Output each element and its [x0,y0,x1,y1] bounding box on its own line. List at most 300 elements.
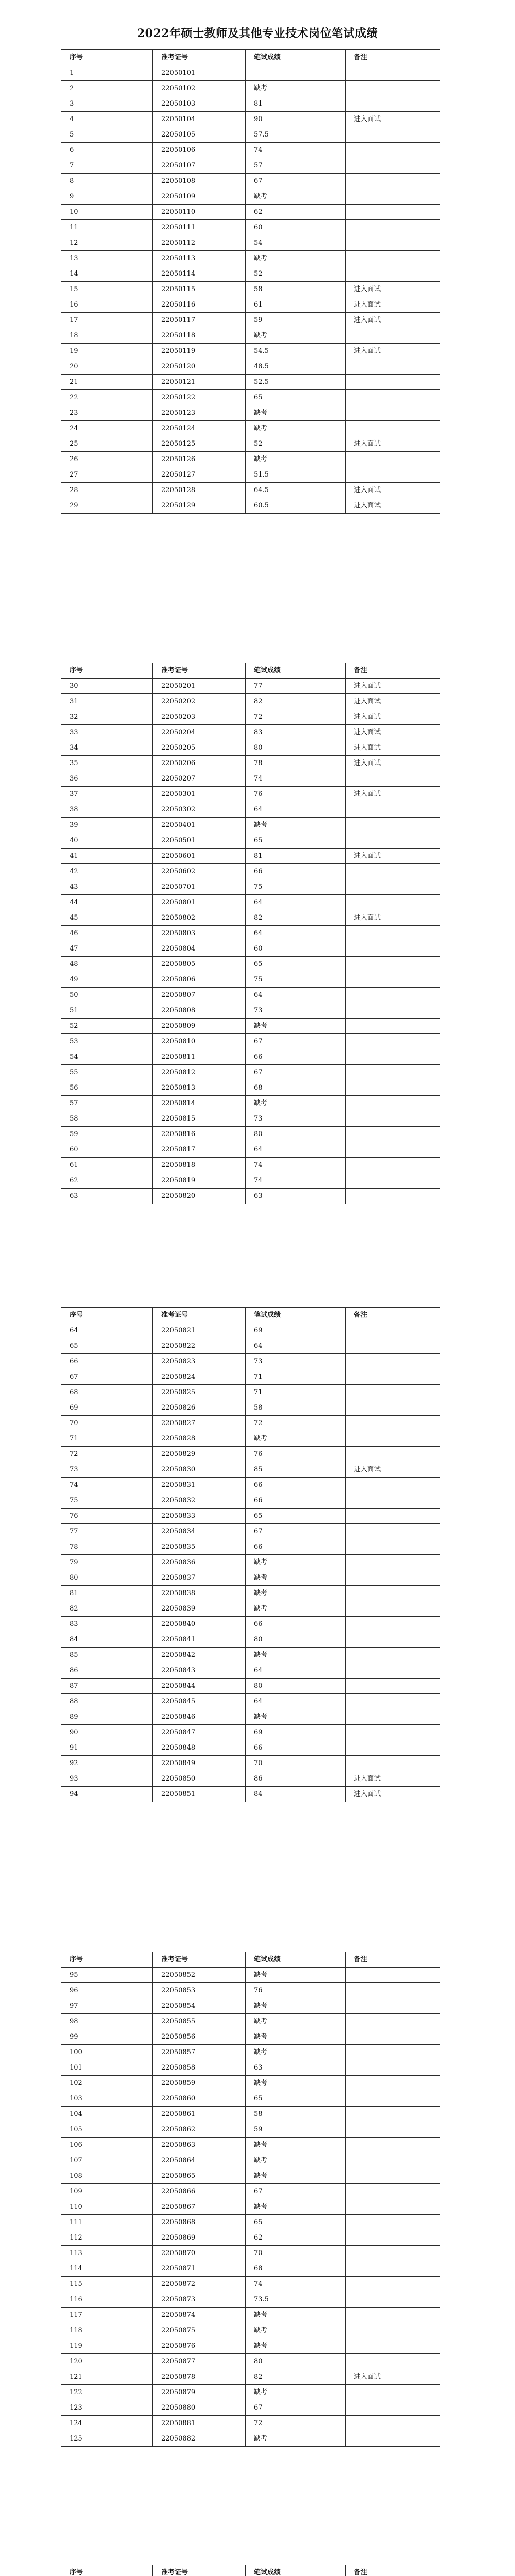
remark-cell [346,235,440,251]
table-row [61,2230,440,2246]
ticket-cell: 22050850 [153,1771,246,1787]
table-row [61,787,440,802]
score-cell: 60 [246,220,346,235]
ticket-cell: 22050128 [153,483,246,498]
table-row [61,1601,440,1617]
remark-cell [346,1555,440,1570]
ticket-cell: 22050114 [153,266,246,282]
table-row [61,1034,440,1049]
score-table [61,1307,440,1802]
ticket-cell: 22050840 [153,1617,246,1632]
seq-cell: 30 [61,679,153,694]
table-row [61,174,440,189]
table-row [61,802,440,818]
remark-cell [346,1586,440,1601]
remark-cell [346,421,440,436]
score-cell: 缺考 [246,1431,346,1447]
score-cell: 48.5 [246,359,346,375]
remark-cell [346,1998,440,2014]
score-cell: 缺考 [246,2076,346,2091]
remark-cell [346,1173,440,1189]
col-header-ticket: 准考证号 [153,1308,246,1323]
table-row [61,498,440,514]
remark-cell: 进入面试 [346,740,440,756]
ticket-cell: 22050116 [153,297,246,313]
seq-cell: 54 [61,1049,153,1065]
ticket-cell: 22050866 [153,2184,246,2199]
ticket-cell: 22050873 [153,2292,246,2308]
score-cell: 65 [246,390,346,405]
score-cell: 缺考 [246,421,346,436]
seq-cell: 110 [61,2199,153,2215]
seq-cell: 20 [61,359,153,375]
seq-cell: 42 [61,864,153,879]
table-row [61,2277,440,2292]
remark-cell [346,81,440,96]
ticket-cell: 22050823 [153,1354,246,1369]
score-cell: 80 [246,1679,346,1694]
table-row [61,2246,440,2261]
table-row [61,849,440,864]
seq-cell: 57 [61,1096,153,1111]
score-cell: 65 [246,2215,346,2230]
score-cell: 缺考 [246,2029,346,2045]
table-row [61,1416,440,1431]
remark-cell [346,467,440,483]
col-header-seq: 序号 [61,50,153,65]
remark-cell [346,802,440,818]
table-row [61,833,440,849]
col-header-score: 笔试成绩 [246,50,346,65]
remark-cell: 进入面试 [346,679,440,694]
seq-cell: 44 [61,895,153,910]
seq-cell: 55 [61,1065,153,1080]
table-page-1 [0,49,515,514]
table-row [61,1524,440,1539]
seq-cell: 68 [61,1385,153,1400]
ticket-cell: 22050107 [153,158,246,174]
table-row [61,1771,440,1787]
table-row [61,436,440,452]
remark-cell [346,1725,440,1740]
ticket-cell: 22050201 [153,679,246,694]
table-row [61,2369,440,2385]
ticket-cell: 22050839 [153,1601,246,1617]
header-row [61,663,440,679]
seq-cell: 123 [61,2400,153,2416]
seq-cell: 45 [61,910,153,926]
remark-cell: 进入面试 [346,849,440,864]
score-cell: 缺考 [246,2431,346,2447]
ticket-cell: 22050106 [153,143,246,158]
seq-cell: 78 [61,1539,153,1555]
ticket-cell: 22050842 [153,1648,246,1663]
remark-cell [346,1570,440,1586]
table-row [61,2354,440,2369]
ticket-cell: 22050701 [153,879,246,895]
ticket-cell: 22050845 [153,1694,246,1709]
ticket-cell: 22050826 [153,1400,246,1416]
seq-cell: 25 [61,436,153,452]
seq-cell: 10 [61,205,153,220]
remark-cell [346,405,440,421]
seq-cell: 73 [61,1462,153,1478]
ticket-cell: 22050879 [153,2385,246,2400]
ticket-cell: 22050864 [153,2153,246,2168]
remark-cell: 进入面试 [346,297,440,313]
remark-cell [346,941,440,957]
remark-cell [346,1478,440,1493]
ticket-cell: 22050856 [153,2029,246,2045]
remark-cell: 进入面试 [346,344,440,359]
score-table [61,2565,440,2576]
table-row [61,220,440,235]
remark-cell [346,2029,440,2045]
score-cell: 82 [246,694,346,709]
ticket-cell: 22050874 [153,2308,246,2323]
table-page-3 [0,1307,515,1802]
score-cell: 65 [246,833,346,849]
score-cell: 52.5 [246,375,346,390]
remark-cell [346,1983,440,1998]
score-cell: 缺考 [246,1998,346,2014]
score-cell: 62 [246,2230,346,2246]
seq-cell: 119 [61,2338,153,2354]
score-cell: 77 [246,679,346,694]
ticket-cell: 22050831 [153,1478,246,1493]
table-row [61,1431,440,1447]
remark-cell [346,957,440,972]
score-cell: 66 [246,1478,346,1493]
col-header-seq: 序号 [61,1308,153,1323]
remark-cell [346,1080,440,1096]
remark-cell [346,1539,440,1555]
remark-cell [346,1338,440,1354]
score-cell: 86 [246,1771,346,1787]
table-row [61,2416,440,2431]
col-header-ticket: 准考证号 [153,1952,246,1968]
table-row [61,2323,440,2338]
remark-cell [346,2230,440,2246]
table-row [61,1725,440,1740]
table-row [61,158,440,174]
table-row [61,1385,440,1400]
score-cell: 64 [246,895,346,910]
ticket-cell: 22050129 [153,498,246,514]
score-cell: 78 [246,756,346,771]
remark-cell [346,2014,440,2029]
seq-cell: 96 [61,1983,153,1998]
score-cell: 82 [246,910,346,926]
seq-cell: 34 [61,740,153,756]
remark-cell [346,2400,440,2416]
remark-cell [346,2199,440,2215]
remark-cell: 进入面试 [346,2369,440,2385]
seq-cell: 17 [61,313,153,328]
score-cell: 83 [246,725,346,740]
table-row [61,864,440,879]
score-cell: 80 [246,740,346,756]
remark-cell [346,1663,440,1679]
score-cell: 缺考 [246,189,346,205]
ticket-cell: 22050809 [153,1019,246,1034]
remark-cell: 进入面试 [346,313,440,328]
score-cell: 90 [246,112,346,127]
ticket-cell: 22050101 [153,65,246,81]
remark-cell [346,220,440,235]
seq-cell: 41 [61,849,153,864]
seq-cell: 14 [61,266,153,282]
seq-cell: 32 [61,709,153,725]
ticket-cell: 22050847 [153,1725,246,1740]
ticket-cell: 22050848 [153,1740,246,1756]
remark-cell [346,833,440,849]
seq-cell: 59 [61,1127,153,1142]
table-row [61,2122,440,2138]
seq-cell: 74 [61,1478,153,1493]
table-row [61,941,440,957]
ticket-cell: 22050843 [153,1663,246,1679]
seq-cell: 39 [61,818,153,833]
seq-cell: 38 [61,802,153,818]
remark-cell [346,1493,440,1509]
ticket-cell: 22050112 [153,235,246,251]
ticket-cell: 22050602 [153,864,246,879]
score-cell: 64 [246,802,346,818]
seq-cell: 83 [61,1617,153,1632]
table-row [61,282,440,297]
score-cell: 缺考 [246,1555,346,1570]
table-row [61,1740,440,1756]
score-cell: 84 [246,1787,346,1802]
table-row [61,421,440,436]
remark-cell [346,2060,440,2076]
col-header-seq: 序号 [61,2565,153,2576]
remark-cell [346,972,440,988]
remark-cell [346,1065,440,1080]
table-row [61,1663,440,1679]
seq-cell: 50 [61,988,153,1003]
ticket-cell: 22050401 [153,818,246,833]
remark-cell [346,1431,440,1447]
remark-cell [346,2153,440,2168]
seq-cell: 5 [61,127,153,143]
ticket-cell: 22050105 [153,127,246,143]
ticket-cell: 22050124 [153,421,246,436]
page-title: 2022年硕士教师及其他专业技术岗位笔试成绩 [136,27,379,40]
table-row [61,818,440,833]
score-cell: 68 [246,2261,346,2277]
remark-cell [346,1034,440,1049]
score-table [61,49,440,514]
seq-cell: 82 [61,1601,153,1617]
remark-cell [346,2138,440,2153]
ticket-cell: 22050814 [153,1096,246,1111]
ticket-cell: 22050206 [153,756,246,771]
table-row [61,2091,440,2107]
remark-cell [346,771,440,787]
ticket-cell: 22050815 [153,1111,246,1127]
seq-cell: 89 [61,1709,153,1725]
remark-cell: 进入面试 [346,498,440,514]
remark-cell [346,1127,440,1142]
score-cell: 54 [246,235,346,251]
ticket-cell: 22050127 [153,467,246,483]
seq-cell: 69 [61,1400,153,1416]
ticket-cell: 22050123 [153,405,246,421]
ticket-cell: 22050302 [153,802,246,818]
ticket-cell: 22050853 [153,1983,246,1998]
ticket-cell: 22050204 [153,725,246,740]
remark-cell: 进入面试 [346,910,440,926]
table-row [61,189,440,205]
table-page-2 [0,663,515,1204]
score-cell: 80 [246,1127,346,1142]
score-cell: 64 [246,1338,346,1354]
table-row [61,1509,440,1524]
table-row [61,1080,440,1096]
table-row [61,2338,440,2354]
table-row [61,1065,440,1080]
ticket-cell: 22050111 [153,220,246,235]
ticket-cell: 22050120 [153,359,246,375]
score-cell: 缺考 [246,2138,346,2153]
seq-cell: 105 [61,2122,153,2138]
seq-cell: 8 [61,174,153,189]
remark-cell [346,2292,440,2308]
table-row [61,2215,440,2230]
remark-cell [346,2107,440,2122]
table-row [61,2292,440,2308]
score-cell: 76 [246,1447,346,1462]
seq-cell: 26 [61,452,153,467]
remark-cell [346,189,440,205]
ticket-cell: 22050829 [153,1447,246,1462]
seq-cell: 48 [61,957,153,972]
score-cell: 65 [246,957,346,972]
remark-cell: 进入面试 [346,112,440,127]
seq-cell: 122 [61,2385,153,2400]
score-cell: 69 [246,1323,346,1338]
remark-cell [346,359,440,375]
table-row [61,81,440,96]
table-row [61,1617,440,1632]
ticket-cell: 22050833 [153,1509,246,1524]
ticket-cell: 22050812 [153,1065,246,1080]
col-header-score: 笔试成绩 [246,663,346,679]
remark-cell [346,2076,440,2091]
remark-cell [346,2045,440,2060]
table-row [61,725,440,740]
seq-cell: 1 [61,65,153,81]
seq-cell: 62 [61,1173,153,1189]
score-cell: 59 [246,313,346,328]
score-cell: 65 [246,1509,346,1524]
table-row [61,1369,440,1385]
seq-cell: 91 [61,1740,153,1756]
score-cell: 59 [246,2122,346,2138]
ticket-cell: 22050821 [153,1323,246,1338]
ticket-cell: 22050825 [153,1385,246,1400]
table-row [61,2060,440,2076]
seq-cell: 4 [61,112,153,127]
table-row [61,1323,440,1338]
score-cell: 52 [246,266,346,282]
score-cell: 52 [246,436,346,452]
score-cell: 74 [246,1158,346,1173]
ticket-cell: 22050859 [153,2076,246,2091]
seq-cell: 125 [61,2431,153,2447]
remark-cell [346,158,440,174]
remark-cell [346,879,440,895]
score-cell: 67 [246,1034,346,1049]
remark-cell [346,390,440,405]
score-cell: 71 [246,1385,346,1400]
score-cell: 58 [246,2107,346,2122]
seq-cell: 92 [61,1756,153,1771]
table-row [61,1173,440,1189]
seq-cell: 76 [61,1509,153,1524]
remark-cell [346,1617,440,1632]
seq-cell: 22 [61,390,153,405]
remark-cell [346,452,440,467]
col-header-score: 笔试成绩 [246,2565,346,2576]
seq-cell: 51 [61,1003,153,1019]
ticket-cell: 22050301 [153,787,246,802]
ticket-cell: 22050807 [153,988,246,1003]
ticket-cell: 22050855 [153,2014,246,2029]
ticket-cell: 22050813 [153,1080,246,1096]
remark-cell [346,328,440,344]
remark-cell: 进入面试 [346,436,440,452]
seq-cell: 109 [61,2184,153,2199]
remark-cell [346,1189,440,1204]
table-row [61,2107,440,2122]
header-row [61,2565,440,2576]
score-cell: 80 [246,2354,346,2369]
seq-cell: 81 [61,1586,153,1601]
seq-cell: 12 [61,235,153,251]
ticket-cell: 22050827 [153,1416,246,1431]
ticket-cell: 22050835 [153,1539,246,1555]
ticket-cell: 22050854 [153,1998,246,2014]
col-header-remark: 备注 [346,1952,440,1968]
remark-cell [346,2308,440,2323]
col-header-seq: 序号 [61,663,153,679]
table-row [61,2014,440,2029]
remark-cell [346,1049,440,1065]
table-row [61,1709,440,1725]
table-row [61,251,440,266]
table-row [61,694,440,709]
remark-cell [346,1509,440,1524]
score-cell: 64.5 [246,483,346,498]
seq-cell: 77 [61,1524,153,1539]
remark-cell [346,818,440,833]
seq-cell: 85 [61,1648,153,1663]
score-cell: 缺考 [246,2308,346,2323]
remark-cell: 进入面试 [346,483,440,498]
seq-cell: 100 [61,2045,153,2060]
seq-cell: 23 [61,405,153,421]
table-row [61,1555,440,1570]
ticket-cell: 22050838 [153,1586,246,1601]
score-cell: 缺考 [246,452,346,467]
table-row [61,2153,440,2168]
ticket-cell: 22050820 [153,1189,246,1204]
score-cell: 缺考 [246,2323,346,2338]
ticket-cell: 22050802 [153,910,246,926]
